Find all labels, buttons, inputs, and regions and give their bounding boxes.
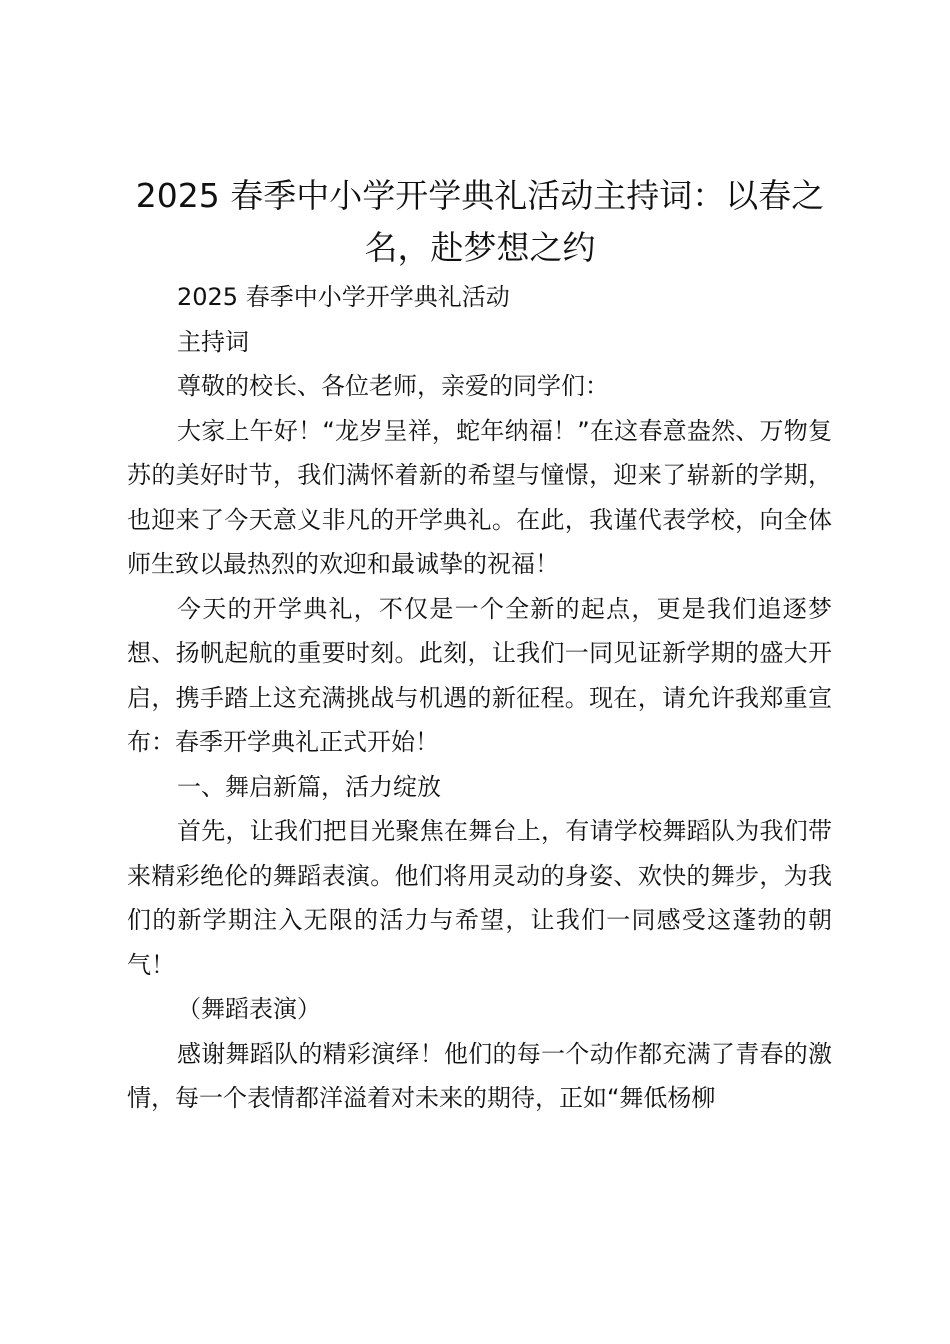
paragraph-opening: 今天的开学典礼，不仅是一个全新的起点，更是我们追逐梦想、扬帆起航的重要时刻。此刻，让我们一同见证新学期的盛大开启，携手踏上这充满挑战与机遇的新征程。现在，请允许我郑重宣布：春季开学典礼正式开始！: [127, 594, 832, 756]
paragraph-dance-intro: 首先，让我们把目光聚焦在舞台上，有请学校舞蹈队为我们带来精彩绝伦的舞蹈表演。他们将用灵动的身姿、欢快的舞步，为我们的新学期注入无限的活力与希望，让我们一同感受这蓬勃的朝气！: [127, 817, 832, 979]
salutation: 尊敬的校长、各位老师，亲爱的同学们：: [177, 372, 609, 400]
subtitle-label: 主持词: [177, 327, 249, 356]
document-body: [127, 275, 832, 1121]
stage-direction: （舞蹈表演）: [177, 995, 321, 1023]
subtitle-line: 2025 春季中小学开学典礼活动: [177, 283, 510, 311]
section-heading: 一、舞启新篇，活力绽放: [177, 772, 441, 801]
paragraph-dance-thanks: 感谢舞蹈队的精彩演绎！他们的每一个动作都充满了青春的激情，每一个表情都洋溢着对未来的期待，正如“舞低杨柳: [127, 1039, 832, 1112]
document-title: 2025 春季中小学开学典礼活动主持词：以春之名，赴梦想之约: [135, 176, 825, 267]
paragraph-greeting: 大家上午好！“龙岁呈祥，蛇年纳福！”在这春意盎然、万物复苏的美好时节，我们满怀着新的希望与憧憬，迎来了崭新的学期，也迎来了今天意义非凡的开学典礼。在此，我谨代表学校，向全体师生致以最热烈的欢迎和最诚挚的祝福！: [127, 416, 832, 578]
